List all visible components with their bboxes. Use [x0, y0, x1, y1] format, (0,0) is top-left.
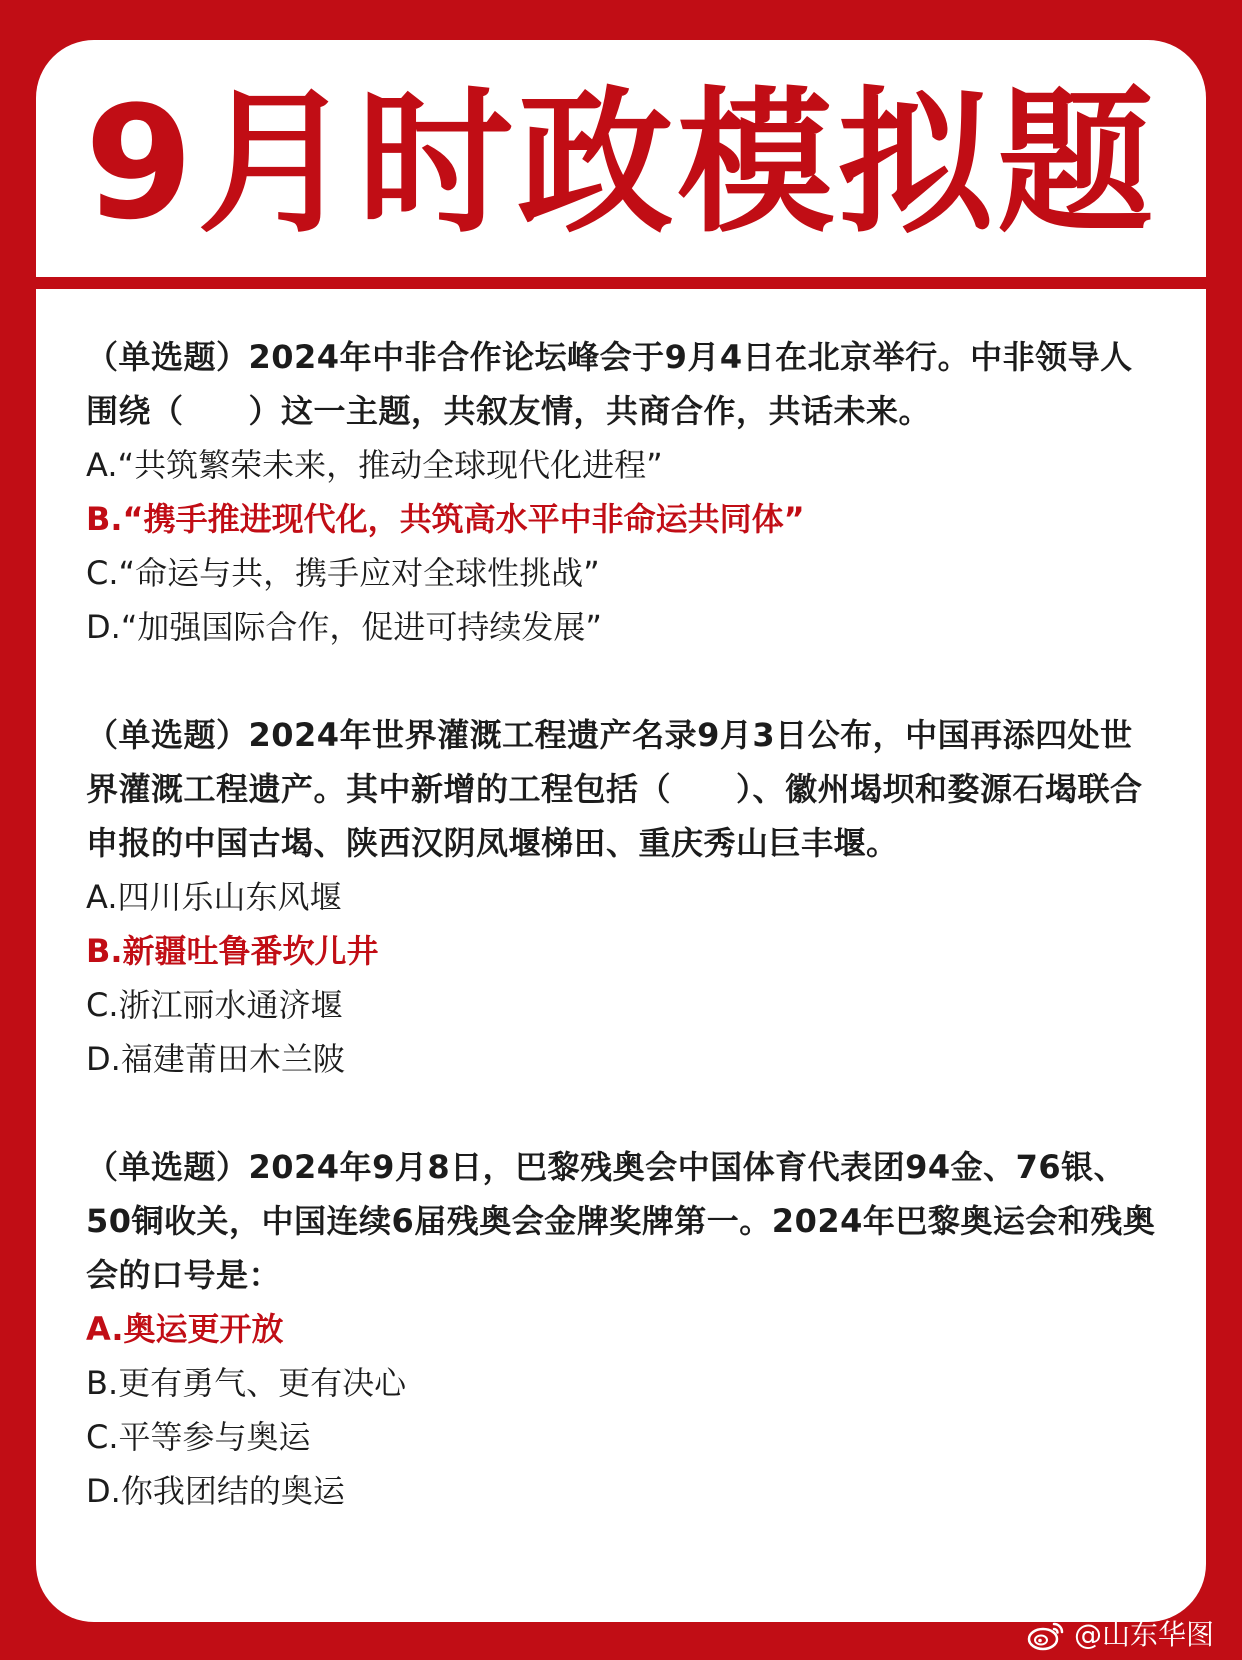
- option-b-correct: B.新疆吐鲁番坎儿井: [86, 932, 379, 970]
- option-b: B.更有勇气、更有决心: [86, 1364, 407, 1402]
- question-stem: （单选题）2024年世界灌溉工程遗产名录9月3日公布，中国再添四处世界灌溉工程遗产。其中新增的工程包括（ ）、徽州堨坝和婺源石堨联合申报的中国古堨、陕西汉阴凤堰梯田、重庆秀山巨丰堰。: [86, 716, 1143, 862]
- question-2: [86, 708, 1156, 1086]
- option-a: A.四川乐山东风堰: [86, 878, 342, 916]
- option-d: D.你我团结的奥运: [86, 1472, 345, 1510]
- content-card: [36, 40, 1206, 1622]
- option-b-correct: B.“携手推进现代化，共筑高水平中非命运共同体”: [86, 500, 805, 538]
- option-a: A.“共筑繁荣未来，推动全球现代化进程”: [86, 446, 663, 484]
- title-divider: [36, 277, 1206, 289]
- question-stem: （单选题）2024年中非合作论坛峰会于9月4日在北京举行。中非领导人围绕（ ）这一主题，共叙友情，共商合作，共话未来。: [86, 338, 1133, 430]
- watermark-text: @山东华图: [1073, 1618, 1214, 1651]
- title-area: [36, 40, 1206, 276]
- option-a-correct: A.奥运更开放: [86, 1310, 284, 1348]
- option-c: C.平等参与奥运: [86, 1418, 311, 1456]
- question-list: [86, 330, 1156, 1572]
- option-c: C.浙江丽水通济堰: [86, 986, 343, 1024]
- question-stem: （单选题）2024年9月8日，巴黎残奥会中国体育代表团94金、76银、50铜收关，中国连续6届残奥会金牌奖牌第一。2024年巴黎奥运会和残奥会的口号是：: [86, 1148, 1156, 1294]
- option-d: D.福建莆田木兰陂: [86, 1040, 345, 1078]
- weibo-icon: [1026, 1619, 1066, 1651]
- question-3: [86, 1140, 1156, 1518]
- page-title: 9月时政模拟题: [84, 72, 1158, 254]
- option-d: D.“加强国际合作，促进可持续发展”: [86, 608, 602, 646]
- watermark: [1026, 1618, 1214, 1652]
- question-1: [86, 330, 1156, 654]
- option-c: C.“命运与共，携手应对全球性挑战”: [86, 554, 600, 592]
